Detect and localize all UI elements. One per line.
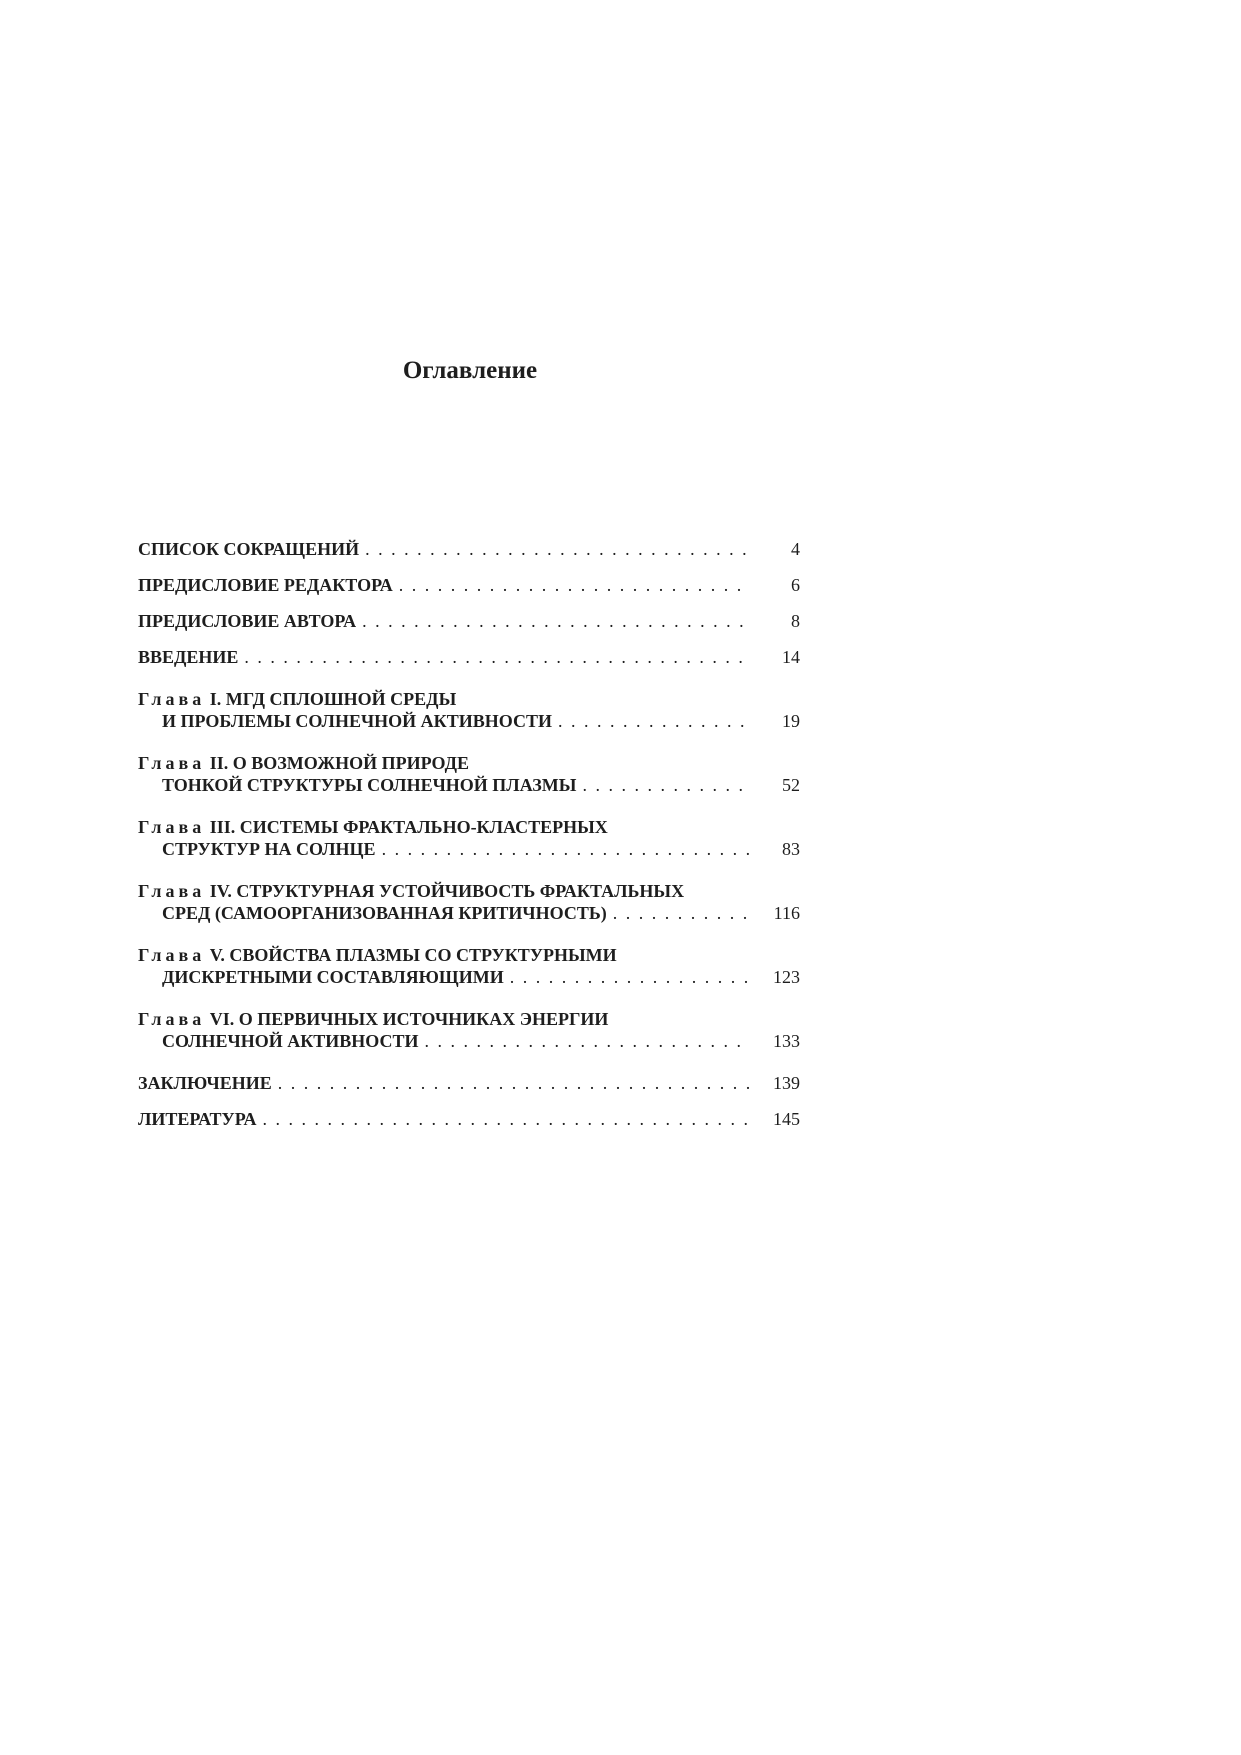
dot-leader	[510, 966, 750, 988]
toc-entry-label: ВВЕДЕНИЕ	[138, 647, 239, 667]
chapter-title-line2: И ПРОБЛЕМЫ СОЛНЕЧНОЙ АКТИВНОСТИ	[162, 711, 552, 731]
toc-entry-editor-preface[interactable]	[138, 574, 800, 596]
toc-entry-introduction[interactable]	[138, 646, 800, 668]
chapter-title-line2: СТРУКТУР НА СОЛНЦЕ	[162, 839, 376, 859]
chapter-prefix: Глава	[138, 1009, 206, 1029]
dot-leader	[425, 1030, 750, 1052]
toc-entry-literature[interactable]	[138, 1108, 800, 1130]
dot-leader	[262, 1108, 750, 1130]
toc-page-number: 145	[773, 1109, 800, 1129]
toc-entry-label: ПРЕДИСЛОВИЕ РЕДАКТОРА	[138, 575, 393, 595]
toc-entry-label: ПРЕДИСЛОВИЕ АВТОРА	[138, 611, 357, 631]
dot-leader	[582, 774, 750, 796]
dot-leader	[558, 710, 750, 732]
toc-page-number: 52	[782, 775, 800, 795]
toc-chapter-3[interactable]	[138, 816, 800, 860]
toc-page-number: 14	[782, 647, 800, 667]
toc-page-number: 123	[773, 967, 800, 987]
chapter-title-line1: II. О ВОЗМОЖНОЙ ПРИРОДЕ	[209, 753, 469, 773]
toc-chapter-6[interactable]	[138, 1008, 800, 1052]
toc-entry-label: СПИСОК СОКРАЩЕНИЙ	[138, 539, 360, 559]
chapter-title-line1: V. СВОЙСТВА ПЛАЗМЫ СО СТРУКТУРНЫМИ	[209, 945, 617, 965]
dot-leader	[613, 902, 750, 924]
dot-leader	[399, 574, 750, 596]
chapter-title-line1: I. МГД СПЛОШНОЙ СРЕДЫ	[209, 689, 457, 709]
toc-page-number: 8	[791, 611, 800, 631]
toc-chapter-2[interactable]	[138, 752, 800, 796]
chapter-title-line2: ТОНКОЙ СТРУКТУРЫ СОЛНЕЧНОЙ ПЛАЗМЫ	[162, 775, 577, 795]
chapter-title-line1: IV. СТРУКТУРНАЯ УСТОЙЧИВОСТЬ ФРАКТАЛЬНЫХ	[209, 881, 685, 901]
toc-chapter-4[interactable]	[138, 880, 800, 924]
page-title: Оглавление	[402, 357, 538, 384]
chapter-prefix: Глава	[138, 881, 206, 901]
dot-leader	[382, 838, 750, 860]
chapter-prefix: Глава	[138, 945, 206, 965]
chapter-title-line1: III. СИСТЕМЫ ФРАКТАЛЬНО-КЛАСТЕРНЫХ	[209, 817, 608, 837]
chapter-prefix: Глава	[138, 817, 206, 837]
toc-entry-conclusion[interactable]	[138, 1072, 800, 1094]
dot-leader	[278, 1072, 750, 1094]
toc-chapter-1[interactable]	[138, 688, 800, 732]
toc-entry-author-preface[interactable]	[138, 610, 800, 632]
toc-page-number: 116	[773, 903, 800, 923]
chapter-title-line2: СОЛНЕЧНОЙ АКТИВНОСТИ	[162, 1031, 419, 1051]
chapter-prefix: Глава	[138, 689, 206, 709]
toc-entry-label: ЗАКЛЮЧЕНИЕ	[138, 1073, 272, 1093]
dot-leader	[362, 610, 750, 632]
dot-leader	[365, 538, 750, 560]
toc-page-number: 133	[773, 1031, 800, 1051]
toc-page-number: 139	[773, 1073, 800, 1093]
toc-page-number: 6	[791, 575, 800, 595]
toc-entry-label: ЛИТЕРАТУРА	[138, 1109, 257, 1129]
chapter-title-line2: СРЕД (САМООРГАНИЗОВАННАЯ КРИТИЧНОСТЬ)	[162, 903, 607, 923]
dot-leader	[244, 646, 750, 668]
toc-chapter-5[interactable]	[138, 944, 800, 988]
chapter-prefix: Глава	[138, 753, 206, 773]
toc-page-number: 83	[782, 839, 800, 859]
table-of-contents	[138, 538, 800, 1144]
toc-page-number: 4	[791, 539, 800, 559]
toc-page-number: 19	[782, 711, 800, 731]
chapter-title-line2: ДИСКРЕТНЫМИ СОСТАВЛЯЮЩИМИ	[162, 967, 504, 987]
toc-entry-abbreviations[interactable]	[138, 538, 800, 560]
chapter-title-line1: VI. О ПЕРВИЧНЫХ ИСТОЧНИКАХ ЭНЕРГИИ	[209, 1009, 609, 1029]
